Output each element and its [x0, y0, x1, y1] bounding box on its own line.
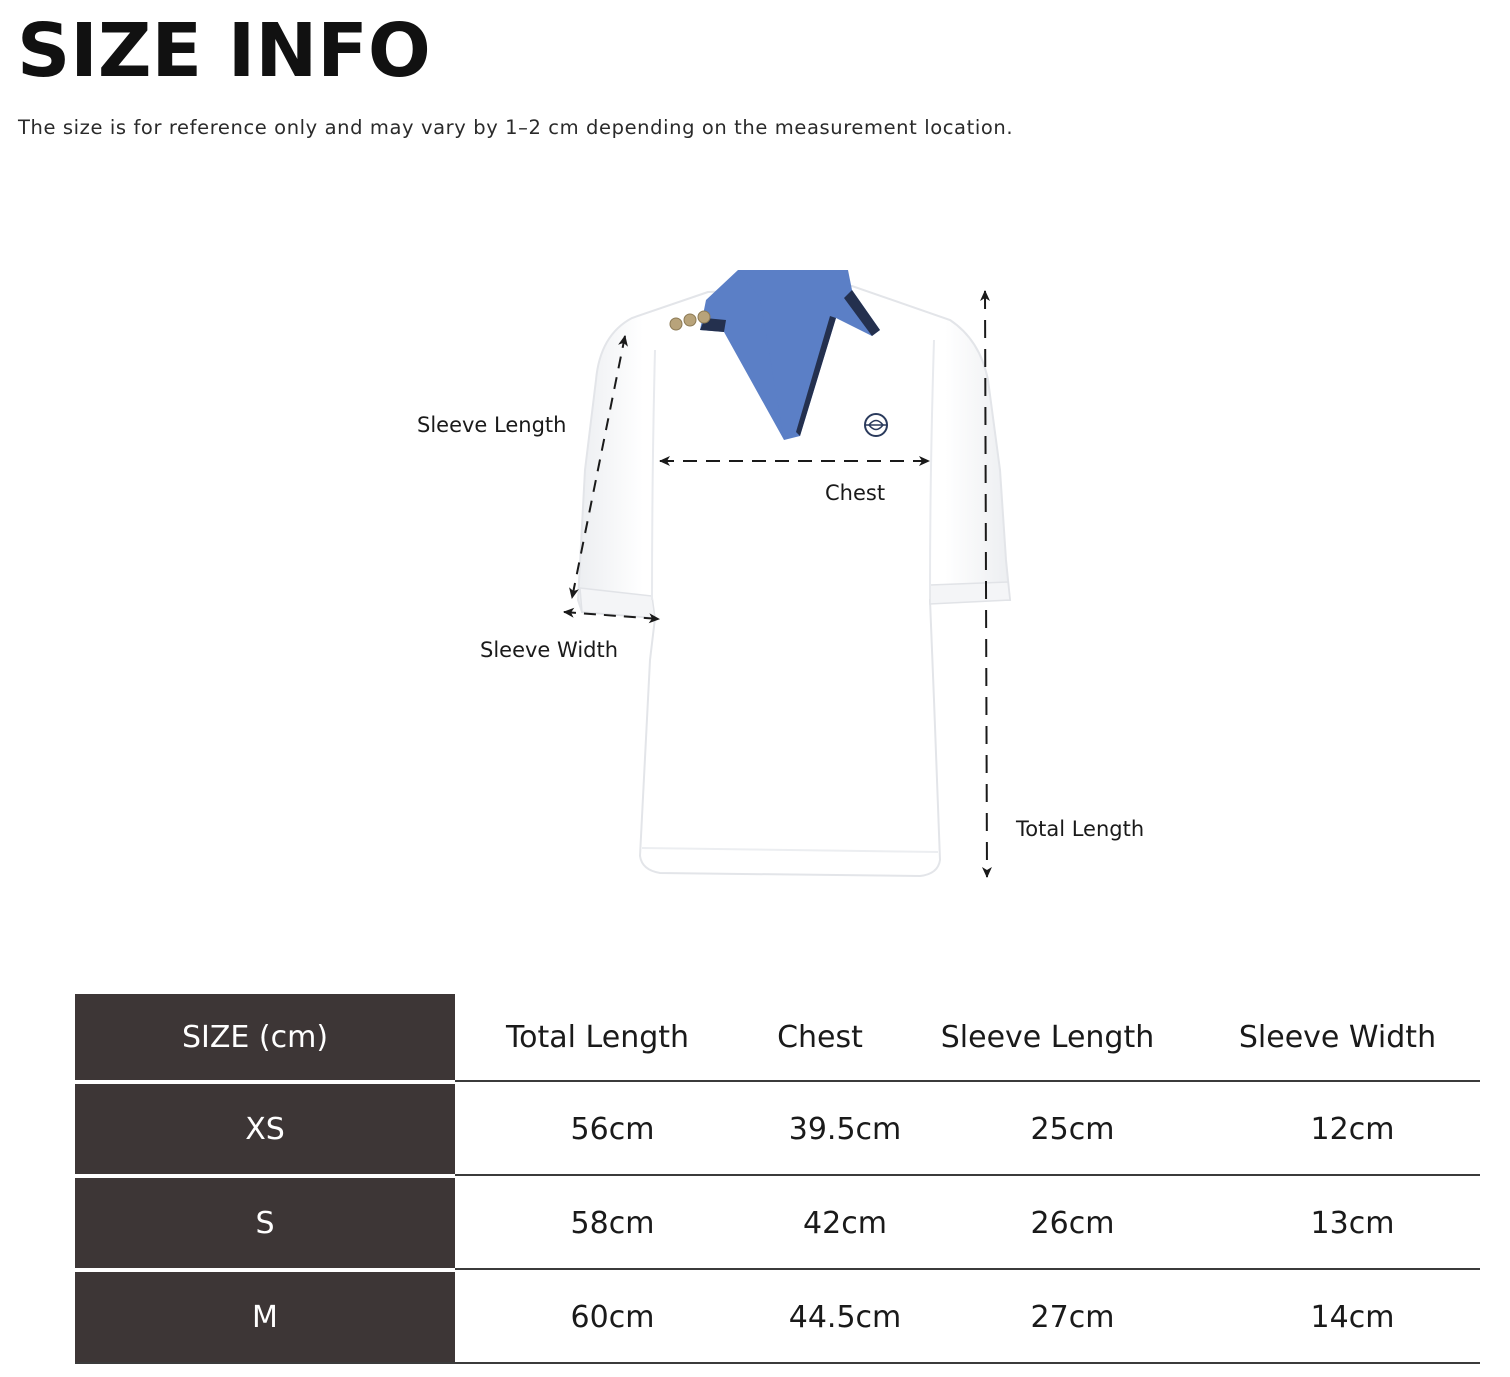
cell-sleeve-width: 13cm [1310, 1205, 1395, 1241]
sleeve-length-label: Sleeve Length [417, 413, 567, 437]
column-header-total-length: Total Length [505, 1019, 690, 1055]
cell-chest: 39.5cm [788, 1111, 902, 1147]
cell-sleeve-width: 12cm [1310, 1111, 1395, 1147]
cell-total-length: 58cm [570, 1205, 655, 1241]
cell-sleeve-width: 14cm [1310, 1299, 1395, 1335]
chest-label: Chest [825, 481, 886, 505]
table-header-size: SIZE (cm) [75, 994, 455, 1080]
page-title: SIZE INFO [17, 8, 431, 94]
size-label: M [75, 1272, 455, 1362]
cell-sleeve-length: 26cm [1030, 1205, 1115, 1241]
size-label: S [75, 1178, 455, 1268]
cell-total-length: 60cm [570, 1299, 655, 1335]
page-subtitle: The size is for reference only and may vary by 1–2 cm depending on the measurement location. [18, 116, 1014, 139]
table-row [75, 1272, 1480, 1362]
cell-sleeve-length: 25cm [1030, 1111, 1115, 1147]
total-length-label: Total Length [1016, 817, 1145, 841]
column-header-sleeve-length: Sleeve Length [940, 1019, 1155, 1055]
table-header-row [75, 994, 1480, 1080]
column-header-chest: Chest [777, 1019, 863, 1055]
column-header-sleeve-width: Sleeve Width [1238, 1019, 1437, 1055]
size-table [75, 994, 1480, 1362]
cell-chest: 44.5cm [788, 1299, 902, 1335]
size-label: XS [75, 1084, 455, 1174]
sleeve-width-label: Sleeve Width [480, 638, 619, 662]
table-row [75, 1084, 1480, 1174]
cell-total-length: 56cm [570, 1111, 655, 1147]
cell-sleeve-length: 27cm [1030, 1299, 1115, 1335]
cell-chest: 42cm [803, 1205, 887, 1241]
table-row [75, 1178, 1480, 1268]
